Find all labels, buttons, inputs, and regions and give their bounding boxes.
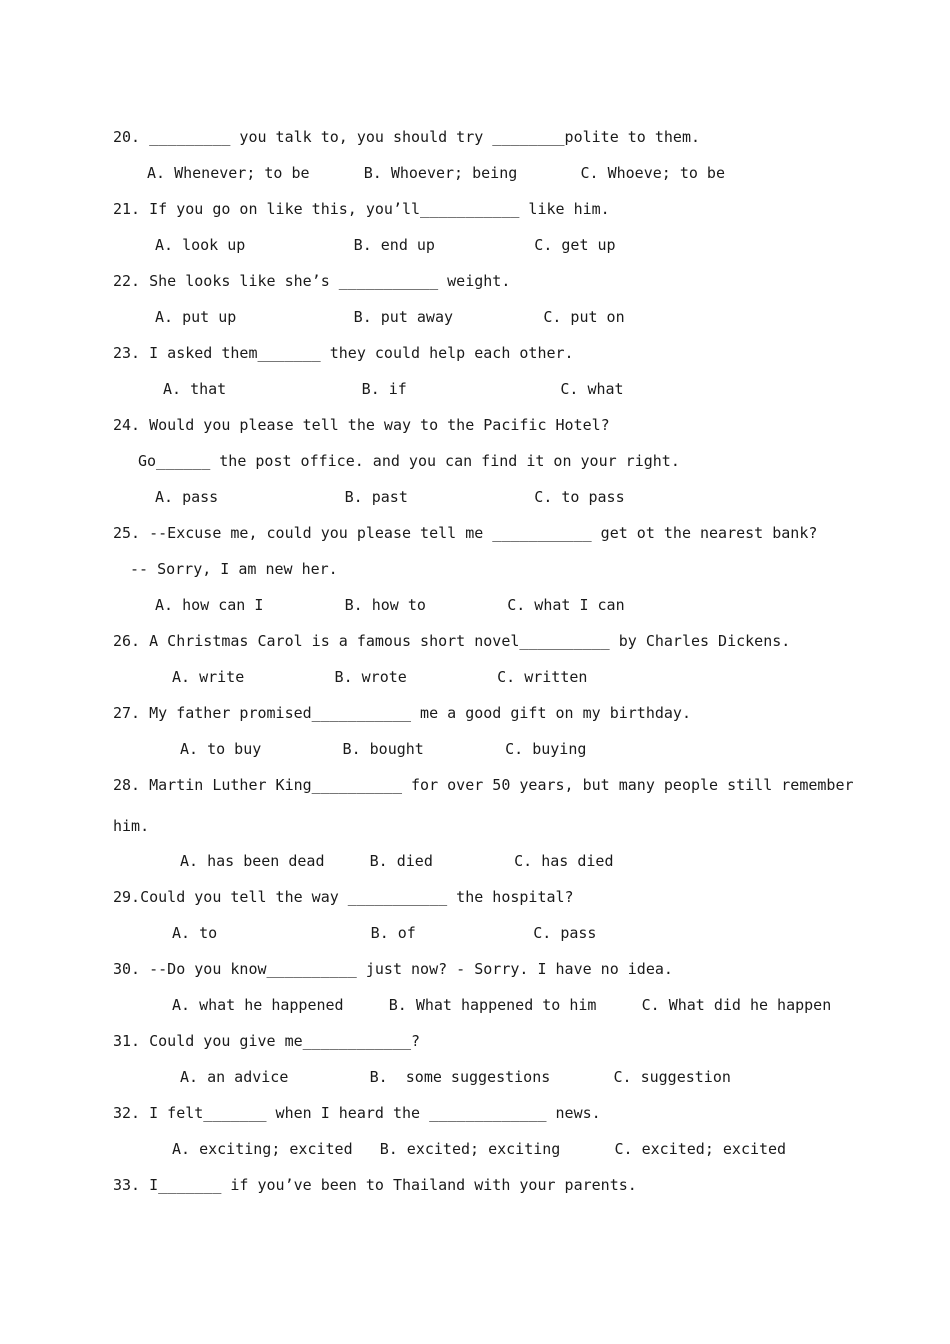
options-28: A. has been dead B. died C. has died: [180, 852, 614, 870]
question-26: 26. A Christmas Carol is a famous short novel__________ by Charles Dickens.: [113, 632, 791, 650]
question-30: 30. --Do you know__________ just now? - Sorry. I have no idea.: [113, 960, 673, 978]
question-24: 24. Would you please tell the way to the Pacific Hotel?: [113, 416, 610, 434]
question-21: 21. If you go on like this, you’ll___________ like him.: [113, 200, 610, 218]
question-25: 25. --Excuse me, could you please tell me ___________ get ot the nearest bank?: [113, 524, 818, 542]
question-20: 20. _________ you talk to, you should try ________polite to them.: [113, 128, 700, 146]
options-26: A. write B. wrote C. written: [172, 668, 588, 686]
options-20: A. Whenever; to be B. Whoever; being C. Whoeve; to be: [147, 164, 725, 182]
question-28-continued: him.: [113, 817, 150, 835]
options-21: A. look up B. end up C. get up: [155, 236, 616, 254]
question-32: 32. I felt_______ when I heard the _____________ news.: [113, 1104, 601, 1122]
question-24-continued: Go______ the post office. and you can find it on your right.: [138, 452, 680, 470]
options-32: A. exciting; excited B. excited; exciting C. excited; excited: [172, 1140, 787, 1158]
options-31: A. an advice B. some suggestions C. suggestion: [180, 1068, 731, 1086]
question-25-continued: -- Sorry, I am new her.: [130, 560, 338, 578]
options-29: A. to B. of C. pass: [172, 924, 597, 942]
options-24: A. pass B. past C. to pass: [155, 488, 625, 506]
question-27: 27. My father promised___________ me a good gift on my birthday.: [113, 704, 691, 722]
question-22: 22. She looks like she’s ___________ weight.: [113, 272, 511, 290]
question-29: 29.Could you tell the way ___________ the hospital?: [113, 888, 574, 906]
question-31: 31. Could you give me____________?: [113, 1032, 421, 1050]
question-23: 23. I asked them_______ they could help each other.: [113, 344, 574, 362]
options-22: A. put up B. put away C. put on: [155, 308, 625, 326]
options-25: A. how can I B. how to C. what I can: [155, 596, 625, 614]
question-33: 33. I_______ if you’ve been to Thailand with your parents.: [113, 1176, 637, 1194]
options-27: A. to buy B. bought C. buying: [180, 740, 587, 758]
question-28: 28. Martin Luther King__________ for over 50 years, but many people still remember: [113, 776, 854, 794]
options-23: A. that B. if C. what: [163, 380, 624, 398]
options-30: A. what he happened B. What happened to him C. What did he happen: [172, 996, 832, 1014]
